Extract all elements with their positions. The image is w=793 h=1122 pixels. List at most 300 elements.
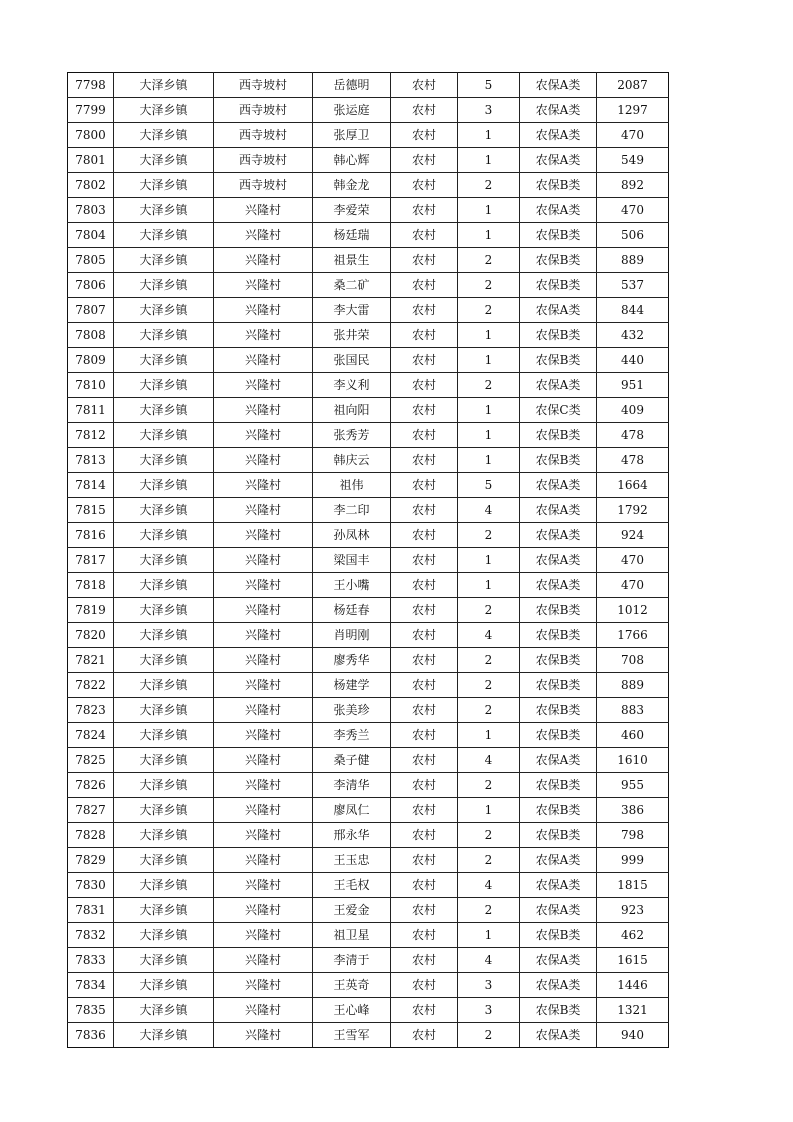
cell-village: 西寺坡村 xyxy=(214,148,313,173)
cell-row-number: 7814 xyxy=(68,473,114,498)
cell-person-name: 岳德明 xyxy=(313,73,391,98)
table-row xyxy=(68,273,669,298)
cell-household-size: 1 xyxy=(458,148,520,173)
cell-insurance-category: 农保A类 xyxy=(520,573,597,598)
cell-village: 兴隆村 xyxy=(214,373,313,398)
cell-township: 大泽乡镇 xyxy=(114,998,214,1023)
cell-household-size: 3 xyxy=(458,973,520,998)
cell-person-name: 李大雷 xyxy=(313,298,391,323)
cell-amount: 1815 xyxy=(597,873,669,898)
table-row xyxy=(68,223,669,248)
cell-row-number: 7801 xyxy=(68,148,114,173)
cell-person-name: 王毛权 xyxy=(313,873,391,898)
cell-row-number: 7798 xyxy=(68,73,114,98)
cell-township: 大泽乡镇 xyxy=(114,598,214,623)
cell-row-number: 7821 xyxy=(68,648,114,673)
cell-amount: 951 xyxy=(597,373,669,398)
table-row xyxy=(68,973,669,998)
cell-amount: 708 xyxy=(597,648,669,673)
cell-insurance-category: 农保B类 xyxy=(520,448,597,473)
cell-row-number: 7808 xyxy=(68,323,114,348)
cell-household-size: 4 xyxy=(458,948,520,973)
cell-person-name: 廖秀华 xyxy=(313,648,391,673)
table-row xyxy=(68,573,669,598)
cell-insurance-category: 农保A类 xyxy=(520,98,597,123)
cell-person-name: 李清于 xyxy=(313,948,391,973)
cell-residence-type: 农村 xyxy=(391,173,458,198)
cell-residence-type: 农村 xyxy=(391,498,458,523)
cell-insurance-category: 农保A类 xyxy=(520,848,597,873)
cell-residence-type: 农村 xyxy=(391,998,458,1023)
cell-amount: 923 xyxy=(597,898,669,923)
cell-village: 兴隆村 xyxy=(214,723,313,748)
cell-row-number: 7827 xyxy=(68,798,114,823)
cell-amount: 892 xyxy=(597,173,669,198)
cell-residence-type: 农村 xyxy=(391,873,458,898)
cell-township: 大泽乡镇 xyxy=(114,698,214,723)
cell-household-size: 2 xyxy=(458,273,520,298)
cell-amount: 440 xyxy=(597,348,669,373)
cell-township: 大泽乡镇 xyxy=(114,648,214,673)
cell-household-size: 2 xyxy=(458,773,520,798)
cell-person-name: 王雪军 xyxy=(313,1023,391,1048)
table-row xyxy=(68,148,669,173)
cell-row-number: 7818 xyxy=(68,573,114,598)
cell-person-name: 韩心辉 xyxy=(313,148,391,173)
cell-residence-type: 农村 xyxy=(391,723,458,748)
cell-amount: 409 xyxy=(597,398,669,423)
cell-insurance-category: 农保A类 xyxy=(520,73,597,98)
cell-row-number: 7812 xyxy=(68,423,114,448)
cell-household-size: 1 xyxy=(458,348,520,373)
cell-insurance-category: 农保A类 xyxy=(520,973,597,998)
cell-insurance-category: 农保B类 xyxy=(520,323,597,348)
cell-amount: 924 xyxy=(597,523,669,548)
table-row xyxy=(68,598,669,623)
table-row xyxy=(68,673,669,698)
cell-village: 西寺坡村 xyxy=(214,123,313,148)
cell-insurance-category: 农保B类 xyxy=(520,173,597,198)
cell-person-name: 廖凤仁 xyxy=(313,798,391,823)
cell-township: 大泽乡镇 xyxy=(114,173,214,198)
cell-household-size: 1 xyxy=(458,448,520,473)
cell-township: 大泽乡镇 xyxy=(114,673,214,698)
table-row xyxy=(68,948,669,973)
cell-household-size: 1 xyxy=(458,398,520,423)
cell-residence-type: 农村 xyxy=(391,598,458,623)
cell-amount: 470 xyxy=(597,198,669,223)
cell-village: 兴隆村 xyxy=(214,698,313,723)
cell-insurance-category: 农保A类 xyxy=(520,948,597,973)
cell-village: 兴隆村 xyxy=(214,523,313,548)
cell-township: 大泽乡镇 xyxy=(114,473,214,498)
cell-insurance-category: 农保C类 xyxy=(520,398,597,423)
cell-person-name: 王心峰 xyxy=(313,998,391,1023)
cell-household-size: 1 xyxy=(458,323,520,348)
cell-residence-type: 农村 xyxy=(391,773,458,798)
cell-amount: 889 xyxy=(597,673,669,698)
cell-residence-type: 农村 xyxy=(391,948,458,973)
cell-household-size: 1 xyxy=(458,573,520,598)
table-row xyxy=(68,823,669,848)
cell-village: 兴隆村 xyxy=(214,973,313,998)
cell-person-name: 邢永华 xyxy=(313,823,391,848)
cell-village: 兴隆村 xyxy=(214,473,313,498)
table-row xyxy=(68,798,669,823)
table-row xyxy=(68,373,669,398)
table-row xyxy=(68,698,669,723)
table-row xyxy=(68,348,669,373)
cell-township: 大泽乡镇 xyxy=(114,248,214,273)
cell-amount: 1297 xyxy=(597,98,669,123)
cell-person-name: 李清华 xyxy=(313,773,391,798)
cell-residence-type: 农村 xyxy=(391,298,458,323)
cell-row-number: 7800 xyxy=(68,123,114,148)
cell-township: 大泽乡镇 xyxy=(114,948,214,973)
cell-person-name: 韩庆云 xyxy=(313,448,391,473)
cell-person-name: 肖明刚 xyxy=(313,623,391,648)
cell-row-number: 7815 xyxy=(68,498,114,523)
cell-village: 兴隆村 xyxy=(214,898,313,923)
cell-residence-type: 农村 xyxy=(391,698,458,723)
cell-amount: 470 xyxy=(597,573,669,598)
cell-row-number: 7826 xyxy=(68,773,114,798)
cell-amount: 462 xyxy=(597,923,669,948)
cell-amount: 798 xyxy=(597,823,669,848)
cell-household-size: 2 xyxy=(458,823,520,848)
cell-insurance-category: 农保B类 xyxy=(520,423,597,448)
cell-village: 兴隆村 xyxy=(214,323,313,348)
cell-person-name: 韩金龙 xyxy=(313,173,391,198)
cell-township: 大泽乡镇 xyxy=(114,273,214,298)
cell-township: 大泽乡镇 xyxy=(114,223,214,248)
cell-residence-type: 农村 xyxy=(391,848,458,873)
cell-person-name: 张厚卫 xyxy=(313,123,391,148)
cell-amount: 1012 xyxy=(597,598,669,623)
cell-household-size: 2 xyxy=(458,248,520,273)
cell-residence-type: 农村 xyxy=(391,148,458,173)
cell-insurance-category: 农保A类 xyxy=(520,473,597,498)
cell-household-size: 2 xyxy=(458,173,520,198)
table-row xyxy=(68,298,669,323)
cell-row-number: 7834 xyxy=(68,973,114,998)
cell-township: 大泽乡镇 xyxy=(114,573,214,598)
table-row xyxy=(68,998,669,1023)
cell-row-number: 7823 xyxy=(68,698,114,723)
cell-row-number: 7809 xyxy=(68,348,114,373)
cell-residence-type: 农村 xyxy=(391,348,458,373)
cell-person-name: 张运庭 xyxy=(313,98,391,123)
table-row xyxy=(68,173,669,198)
data-table xyxy=(67,72,669,1048)
cell-residence-type: 农村 xyxy=(391,398,458,423)
cell-insurance-category: 农保B类 xyxy=(520,598,597,623)
cell-township: 大泽乡镇 xyxy=(114,298,214,323)
cell-township: 大泽乡镇 xyxy=(114,373,214,398)
cell-township: 大泽乡镇 xyxy=(114,73,214,98)
cell-village: 兴隆村 xyxy=(214,948,313,973)
cell-residence-type: 农村 xyxy=(391,248,458,273)
cell-row-number: 7835 xyxy=(68,998,114,1023)
cell-residence-type: 农村 xyxy=(391,123,458,148)
cell-amount: 955 xyxy=(597,773,669,798)
cell-residence-type: 农村 xyxy=(391,473,458,498)
cell-amount: 506 xyxy=(597,223,669,248)
cell-amount: 460 xyxy=(597,723,669,748)
cell-row-number: 7832 xyxy=(68,923,114,948)
cell-insurance-category: 农保B类 xyxy=(520,248,597,273)
cell-township: 大泽乡镇 xyxy=(114,923,214,948)
cell-township: 大泽乡镇 xyxy=(114,723,214,748)
cell-township: 大泽乡镇 xyxy=(114,1023,214,1048)
cell-row-number: 7802 xyxy=(68,173,114,198)
cell-village: 兴隆村 xyxy=(214,1023,313,1048)
cell-village: 兴隆村 xyxy=(214,823,313,848)
table-row xyxy=(68,98,669,123)
cell-household-size: 2 xyxy=(458,298,520,323)
cell-amount: 1792 xyxy=(597,498,669,523)
cell-residence-type: 农村 xyxy=(391,373,458,398)
cell-person-name: 王小嘴 xyxy=(313,573,391,598)
cell-insurance-category: 农保A类 xyxy=(520,123,597,148)
cell-household-size: 1 xyxy=(458,548,520,573)
cell-village: 兴隆村 xyxy=(214,548,313,573)
cell-household-size: 2 xyxy=(458,898,520,923)
cell-residence-type: 农村 xyxy=(391,673,458,698)
cell-household-size: 1 xyxy=(458,198,520,223)
cell-row-number: 7820 xyxy=(68,623,114,648)
cell-person-name: 李二印 xyxy=(313,498,391,523)
cell-insurance-category: 农保A类 xyxy=(520,198,597,223)
cell-insurance-category: 农保B类 xyxy=(520,798,597,823)
cell-amount: 1321 xyxy=(597,998,669,1023)
cell-insurance-category: 农保A类 xyxy=(520,148,597,173)
cell-village: 兴隆村 xyxy=(214,598,313,623)
cell-household-size: 3 xyxy=(458,98,520,123)
cell-person-name: 桑二矿 xyxy=(313,273,391,298)
cell-township: 大泽乡镇 xyxy=(114,748,214,773)
cell-insurance-category: 农保A类 xyxy=(520,873,597,898)
cell-township: 大泽乡镇 xyxy=(114,798,214,823)
cell-residence-type: 农村 xyxy=(391,523,458,548)
table-row xyxy=(68,1023,669,1048)
cell-insurance-category: 农保A类 xyxy=(520,498,597,523)
cell-row-number: 7825 xyxy=(68,748,114,773)
cell-insurance-category: 农保B类 xyxy=(520,723,597,748)
table-body xyxy=(68,73,669,1048)
cell-residence-type: 农村 xyxy=(391,973,458,998)
table-row xyxy=(68,448,669,473)
cell-amount: 549 xyxy=(597,148,669,173)
cell-village: 兴隆村 xyxy=(214,773,313,798)
cell-township: 大泽乡镇 xyxy=(114,423,214,448)
cell-residence-type: 农村 xyxy=(391,898,458,923)
cell-township: 大泽乡镇 xyxy=(114,848,214,873)
cell-insurance-category: 农保B类 xyxy=(520,623,597,648)
cell-residence-type: 农村 xyxy=(391,748,458,773)
cell-row-number: 7804 xyxy=(68,223,114,248)
cell-insurance-category: 农保A类 xyxy=(520,298,597,323)
cell-insurance-category: 农保A类 xyxy=(520,748,597,773)
table-row xyxy=(68,773,669,798)
cell-township: 大泽乡镇 xyxy=(114,523,214,548)
cell-row-number: 7831 xyxy=(68,898,114,923)
cell-person-name: 李秀兰 xyxy=(313,723,391,748)
table-row xyxy=(68,248,669,273)
cell-residence-type: 农村 xyxy=(391,823,458,848)
cell-row-number: 7828 xyxy=(68,823,114,848)
cell-amount: 889 xyxy=(597,248,669,273)
cell-row-number: 7810 xyxy=(68,373,114,398)
cell-village: 兴隆村 xyxy=(214,673,313,698)
cell-person-name: 梁国丰 xyxy=(313,548,391,573)
cell-household-size: 2 xyxy=(458,848,520,873)
cell-row-number: 7803 xyxy=(68,198,114,223)
cell-insurance-category: 农保B类 xyxy=(520,773,597,798)
cell-township: 大泽乡镇 xyxy=(114,448,214,473)
table-row xyxy=(68,648,669,673)
cell-person-name: 杨廷瑞 xyxy=(313,223,391,248)
cell-village: 兴隆村 xyxy=(214,498,313,523)
cell-residence-type: 农村 xyxy=(391,548,458,573)
cell-person-name: 张国民 xyxy=(313,348,391,373)
cell-township: 大泽乡镇 xyxy=(114,98,214,123)
cell-person-name: 王爱金 xyxy=(313,898,391,923)
cell-village: 兴隆村 xyxy=(214,573,313,598)
table-row xyxy=(68,323,669,348)
cell-township: 大泽乡镇 xyxy=(114,148,214,173)
cell-residence-type: 农村 xyxy=(391,73,458,98)
cell-household-size: 4 xyxy=(458,748,520,773)
cell-village: 兴隆村 xyxy=(214,798,313,823)
cell-person-name: 孙凤林 xyxy=(313,523,391,548)
cell-village: 兴隆村 xyxy=(214,848,313,873)
cell-township: 大泽乡镇 xyxy=(114,898,214,923)
cell-village: 兴隆村 xyxy=(214,423,313,448)
cell-amount: 1664 xyxy=(597,473,669,498)
cell-row-number: 7806 xyxy=(68,273,114,298)
cell-row-number: 7824 xyxy=(68,723,114,748)
cell-residence-type: 农村 xyxy=(391,448,458,473)
cell-insurance-category: 农保A类 xyxy=(520,1023,597,1048)
cell-township: 大泽乡镇 xyxy=(114,123,214,148)
cell-household-size: 3 xyxy=(458,998,520,1023)
cell-residence-type: 农村 xyxy=(391,923,458,948)
cell-insurance-category: 农保B类 xyxy=(520,223,597,248)
cell-amount: 883 xyxy=(597,698,669,723)
cell-insurance-category: 农保B类 xyxy=(520,923,597,948)
table-row xyxy=(68,848,669,873)
table-row xyxy=(68,198,669,223)
cell-residence-type: 农村 xyxy=(391,648,458,673)
cell-township: 大泽乡镇 xyxy=(114,873,214,898)
cell-insurance-category: 农保B类 xyxy=(520,698,597,723)
cell-person-name: 张井荣 xyxy=(313,323,391,348)
table-row xyxy=(68,123,669,148)
cell-village: 西寺坡村 xyxy=(214,98,313,123)
cell-row-number: 7816 xyxy=(68,523,114,548)
cell-township: 大泽乡镇 xyxy=(114,973,214,998)
cell-household-size: 1 xyxy=(458,723,520,748)
cell-amount: 1446 xyxy=(597,973,669,998)
cell-household-size: 1 xyxy=(458,798,520,823)
table-row xyxy=(68,723,669,748)
cell-person-name: 祖景生 xyxy=(313,248,391,273)
cell-household-size: 1 xyxy=(458,423,520,448)
cell-household-size: 4 xyxy=(458,873,520,898)
cell-amount: 478 xyxy=(597,423,669,448)
cell-township: 大泽乡镇 xyxy=(114,623,214,648)
cell-township: 大泽乡镇 xyxy=(114,348,214,373)
table-row xyxy=(68,423,669,448)
cell-insurance-category: 农保A类 xyxy=(520,548,597,573)
cell-amount: 432 xyxy=(597,323,669,348)
cell-row-number: 7799 xyxy=(68,98,114,123)
cell-insurance-category: 农保B类 xyxy=(520,998,597,1023)
cell-township: 大泽乡镇 xyxy=(114,548,214,573)
cell-residence-type: 农村 xyxy=(391,273,458,298)
cell-village: 兴隆村 xyxy=(214,348,313,373)
cell-residence-type: 农村 xyxy=(391,798,458,823)
cell-village: 兴隆村 xyxy=(214,398,313,423)
cell-person-name: 张美珍 xyxy=(313,698,391,723)
cell-insurance-category: 农保B类 xyxy=(520,348,597,373)
table-row xyxy=(68,623,669,648)
cell-household-size: 2 xyxy=(458,523,520,548)
cell-residence-type: 农村 xyxy=(391,573,458,598)
cell-amount: 537 xyxy=(597,273,669,298)
cell-amount: 999 xyxy=(597,848,669,873)
cell-amount: 940 xyxy=(597,1023,669,1048)
cell-household-size: 2 xyxy=(458,648,520,673)
cell-village: 兴隆村 xyxy=(214,248,313,273)
cell-person-name: 王玉忠 xyxy=(313,848,391,873)
cell-household-size: 2 xyxy=(458,1023,520,1048)
cell-township: 大泽乡镇 xyxy=(114,398,214,423)
cell-household-size: 4 xyxy=(458,498,520,523)
cell-village: 兴隆村 xyxy=(214,923,313,948)
cell-residence-type: 农村 xyxy=(391,323,458,348)
cell-amount: 1615 xyxy=(597,948,669,973)
cell-row-number: 7822 xyxy=(68,673,114,698)
table-row xyxy=(68,898,669,923)
cell-row-number: 7817 xyxy=(68,548,114,573)
table-row xyxy=(68,498,669,523)
cell-insurance-category: 农保A类 xyxy=(520,523,597,548)
cell-amount: 1766 xyxy=(597,623,669,648)
cell-township: 大泽乡镇 xyxy=(114,323,214,348)
cell-amount: 1610 xyxy=(597,748,669,773)
table-row xyxy=(68,473,669,498)
cell-township: 大泽乡镇 xyxy=(114,823,214,848)
cell-person-name: 杨建学 xyxy=(313,673,391,698)
cell-row-number: 7829 xyxy=(68,848,114,873)
cell-insurance-category: 农保B类 xyxy=(520,648,597,673)
cell-household-size: 1 xyxy=(458,123,520,148)
cell-residence-type: 农村 xyxy=(391,223,458,248)
cell-person-name: 李爱荣 xyxy=(313,198,391,223)
cell-insurance-category: 农保B类 xyxy=(520,823,597,848)
cell-row-number: 7807 xyxy=(68,298,114,323)
cell-residence-type: 农村 xyxy=(391,423,458,448)
table-row xyxy=(68,523,669,548)
table-row xyxy=(68,873,669,898)
cell-township: 大泽乡镇 xyxy=(114,198,214,223)
cell-village: 兴隆村 xyxy=(214,748,313,773)
cell-insurance-category: 农保A类 xyxy=(520,898,597,923)
cell-amount: 2087 xyxy=(597,73,669,98)
cell-amount: 478 xyxy=(597,448,669,473)
